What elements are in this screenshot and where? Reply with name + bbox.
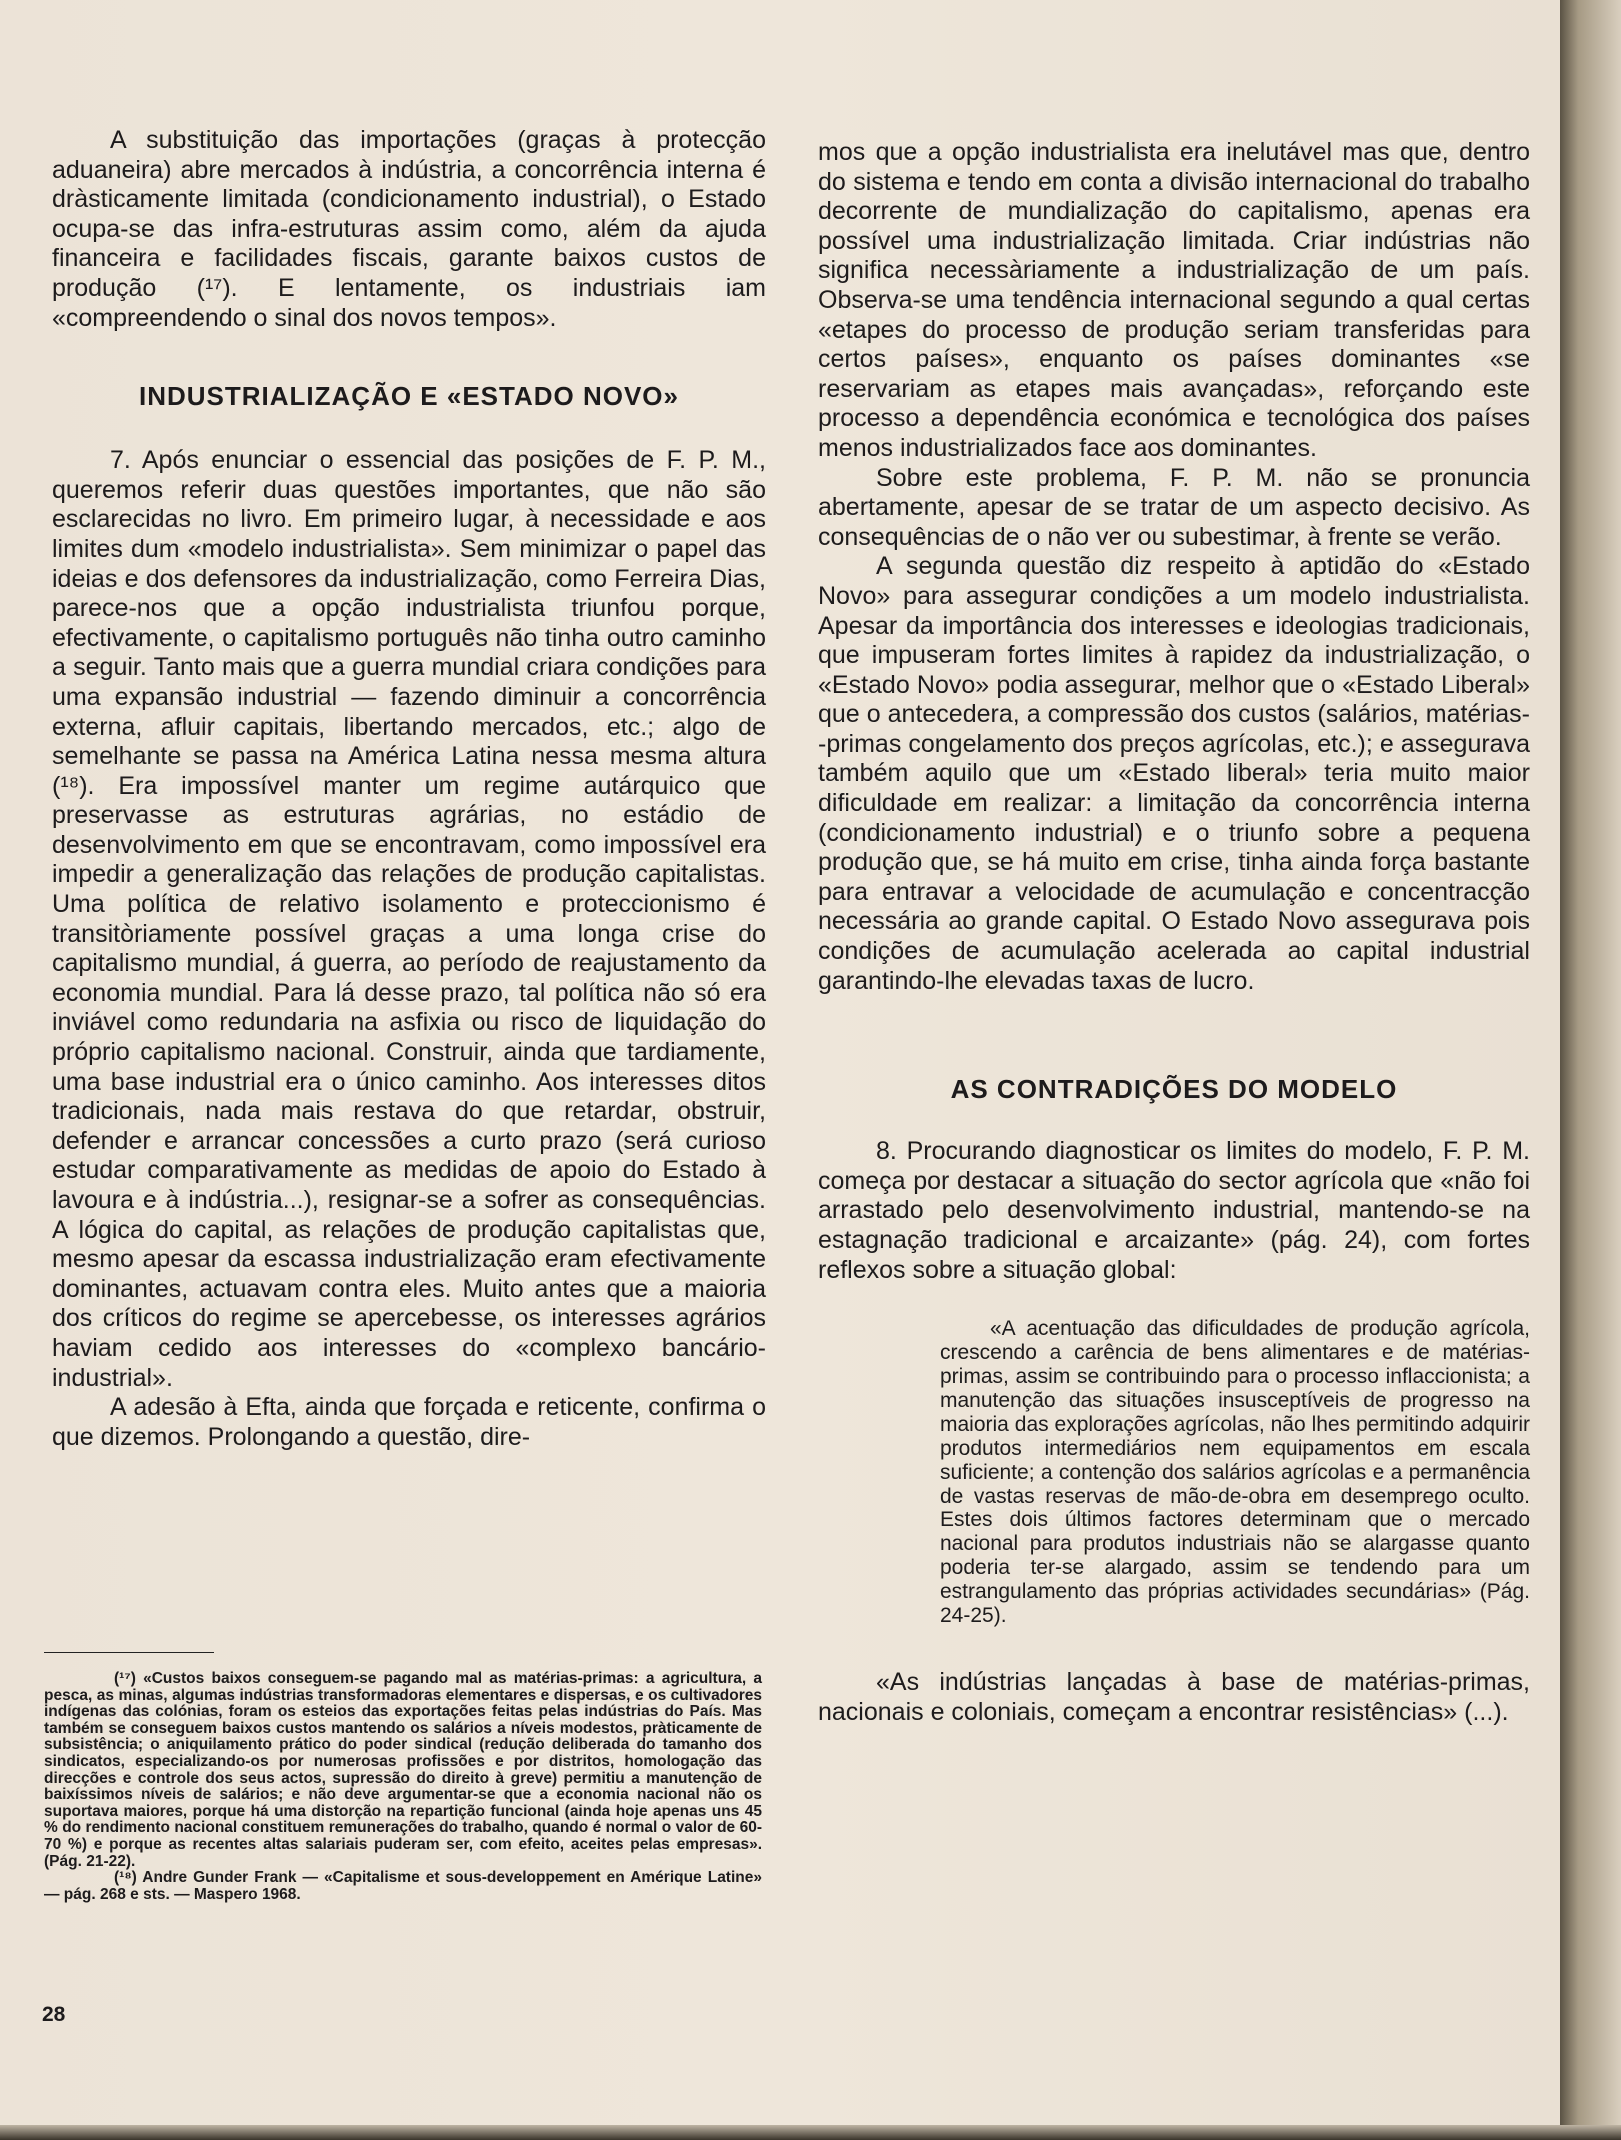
footnote-17: (¹⁷) «Custos baixos conseguem-se pagando mal as matérias-primas: a agricultura, a pesca, as minas, algumas indústrias transformadoras elementares e dispersas, e os cultivadores indígenas das colónias, foram os esteios das exportações feitas pelas indústrias do País. Mas também se conseguem baixos custos mantendo os salários a níveis modestos, pràticamente de subsistência; o aniquilamento prático do poder sindical (redução deliberada do tamanho dos sindicatos, especializando-os por numerosas profissões e por distritos, homologação das direcções e controle dos seus actos, supressão do direito à greve) permitiu a manutenção de baixíssimos níveis de salários; e não deve argumentar-se que a economia nacional não os suportava maiores, porque há uma distorção na repartição funcional (ainda hoje apenas uns 45 % do rendimento nacional constituem remunerações do trabalho, quando é normal o valor de 60-70 %) e porque as recentes altas salariais puderam ser, com efeito, aceites pelas empresas». (Pág. 21-22). [44, 1670, 762, 1870]
right-column [818, 138, 1530, 1727]
section-heading-contradicoes: AS CONTRADIÇÕES DO MODELO [950, 1074, 1398, 1105]
footnote-rule [44, 1652, 214, 1653]
paragraph-continuation: mos que a opção industrialista era inelutável mas que, dentro do sistema e tendo em conta a divisão internacional do trabalho decorrente de mundialização do capitalismo, apenas era possível uma industrialização limitada. Criar indústrias não significa necessàriamente a industrialização de um país. Observa-se uma tendência internacional segundo a qual certas «etapes do processo de produção seriam transferidas para certos países», enquanto os países dominantes «se reservariam as etapes mais avançadas», reforçando este processo a dependência económica e tecnológica dos países menos industrializados face aos dominantes. [818, 138, 1530, 462]
block-quote: «A acentuação das dificuldades de produção agrícola, crescendo a carência de bens alimentares e de matérias-primas, assim se contribuindo para o processo inflaccionista; a manutenção das situações insusceptíveis de progresso na maioria das explorações agrícolas, não lhes permitindo adquirir produtos intermediários nem equipamentos em escala suficiente; a contenção dos salários agrícolas e a permanência de vastas reservas de mão-de-obra em desemprego oculto. Estes dois últimos factores determinam que o mercado nacional para produtos industriais não se alargasse quanto poderia ter-se alargado, assim se tendendo para um estrangulamento das próprias actividades secundárias» (Pág. 24-25). [940, 1317, 1530, 1628]
paragraph-efta: A adesão à Efta, ainda que forçada e reticente, confirma o que dizemos. Prolongando a questão, dire- [52, 1393, 766, 1451]
bottom-edge-shadow [0, 2125, 1621, 2140]
paragraph-8: 8. Procurando diagnosticar os limites do modelo, F. P. M. começa por destacar a situação do sector agrícola que «não foi arrastado pelo desenvolvimento industrial, mantendo-se na estagnação tradicional e arcaizante» (pág. 24), com fortes reflexos sobre a situação global: [818, 1137, 1530, 1284]
paragraph-problema: Sobre este problema, F. P. M. não se pronuncia abertamente, apesar de se tratar de um aspecto decisivo. As consequências de o não ver ou subestimar, à frente se verão. [818, 463, 1530, 551]
page-edge-shadow [1560, 0, 1621, 2140]
paragraph-segunda-questao: A segunda questão diz respeito à aptidão do «Estado Novo» para assegurar condições a um modelo industrialista. Apesar da importância dos interesses e ideologias tradicionais, que impuseram fortes limites à rapidez da industrialização, o «Estado Novo» podia assegurar, melhor que o «Estado Liberal» que o antecedera, a compressão dos custos (salários, matérias--primas congelamento dos preços agrícolas, etc.); e assegurava também aquilo que um «Estado liberal» teria muito maior dificuldade em realizar: a limitação da concorrência interna (condicionamento industrial) e o triunfo sobre a pequena produção que, se há muito em crise, tinha ainda força bastante para entravar a velocidade de acumulação e concentracção necessária ao grande capital. O Estado Novo assegurava pois condições de acumulação acelerada ao capital industrial garantindo-lhe elevadas taxas de lucro. [818, 552, 1530, 995]
paragraph-industrias: «As indústrias lançadas à base de matérias-primas, nacionais e coloniais, começam a encontrar resistências» (...). [818, 1667, 1530, 1726]
section-heading-industrializacao: INDUSTRIALIZAÇÃO E «ESTADO NOVO» [138, 381, 679, 412]
footnotes [44, 1652, 762, 1903]
paragraph-7: 7. Após enunciar o essencial das posições de F. P. M., queremos referir duas questões importantes, que não são esclarecidas no livro. Em primeiro lugar, à necessidade e aos limites dum «modelo industrialista». Sem minimizar o papel das ideias e dos defensores da industrialização, como Ferreira Dias, parece-nos que a opção industrialista triunfou porque, efectivamente, o capitalismo português não tinha outro caminho a seguir. Tanto mais que a guerra mundial criara condições para uma expansão industrial — fazendo diminuir a concorrência externa, afluir capitais, libertando mercados, etc.; algo de semelhante se passa na América Latina nessa mesma altura (¹⁸). Era impossível manter um regime autárquico que preservasse as estruturas agrárias, no estádio de desenvolvimento em que se encontravam, como impossível era impedir a generalização das relações de produção capitalistas. Uma política de relativo isolamento e proteccionismo é transitòriamente possível graças a uma longa crise do capitalismo mundial, á guerra, ao período de reajustamento da economia mundial. Para lá desse prazo, tal política não só era inviável como redundaria na asfixia ou risco de liquidação do próprio capitalismo nacional. Construir, ainda que tardiamente, uma base industrial era o único caminho. Aos interesses ditos tradicionais, nada mais restava do que retardar, obstruir, defender e arrancar concessões a curto prazo (será curioso estudar comparativamente as medidas de apoio do Estado à lavoura e à indústria...), resignar-se a sofrer as consequências. A lógica do capital, as relações de produção capitalistas que, mesmo apesar da escassa industrialização eram efectivamente dominantes, actuavam contra eles. Muito antes que a maioria dos críticos do regime se apercebesse, os interesses agrários haviam cedido aos interesses do «complexo bancário-industrial». [52, 446, 766, 1392]
left-column [52, 126, 766, 1452]
paragraph-intro: A substituição das importações (graças à protecção aduaneira) abre mercados à indústria, a concorrência interna é dràsticamente limitada (condicionamento industrial), o Estado ocupa-se das infra-estruturas assim como, além da ajuda financeira e facilidades fiscais, garante baixos custos de produção (¹⁷). E lentamente, os industriais iam «compreendendo o sinal dos novos tempos». [52, 126, 766, 332]
footnote-18: (¹⁸) Andre Gunder Frank — «Capitalisme et sous-developpement en Amérique Latine» — pág. 268 e sts. — Maspero 1968. [44, 1869, 762, 1903]
page-number: 28 [42, 2003, 66, 2026]
